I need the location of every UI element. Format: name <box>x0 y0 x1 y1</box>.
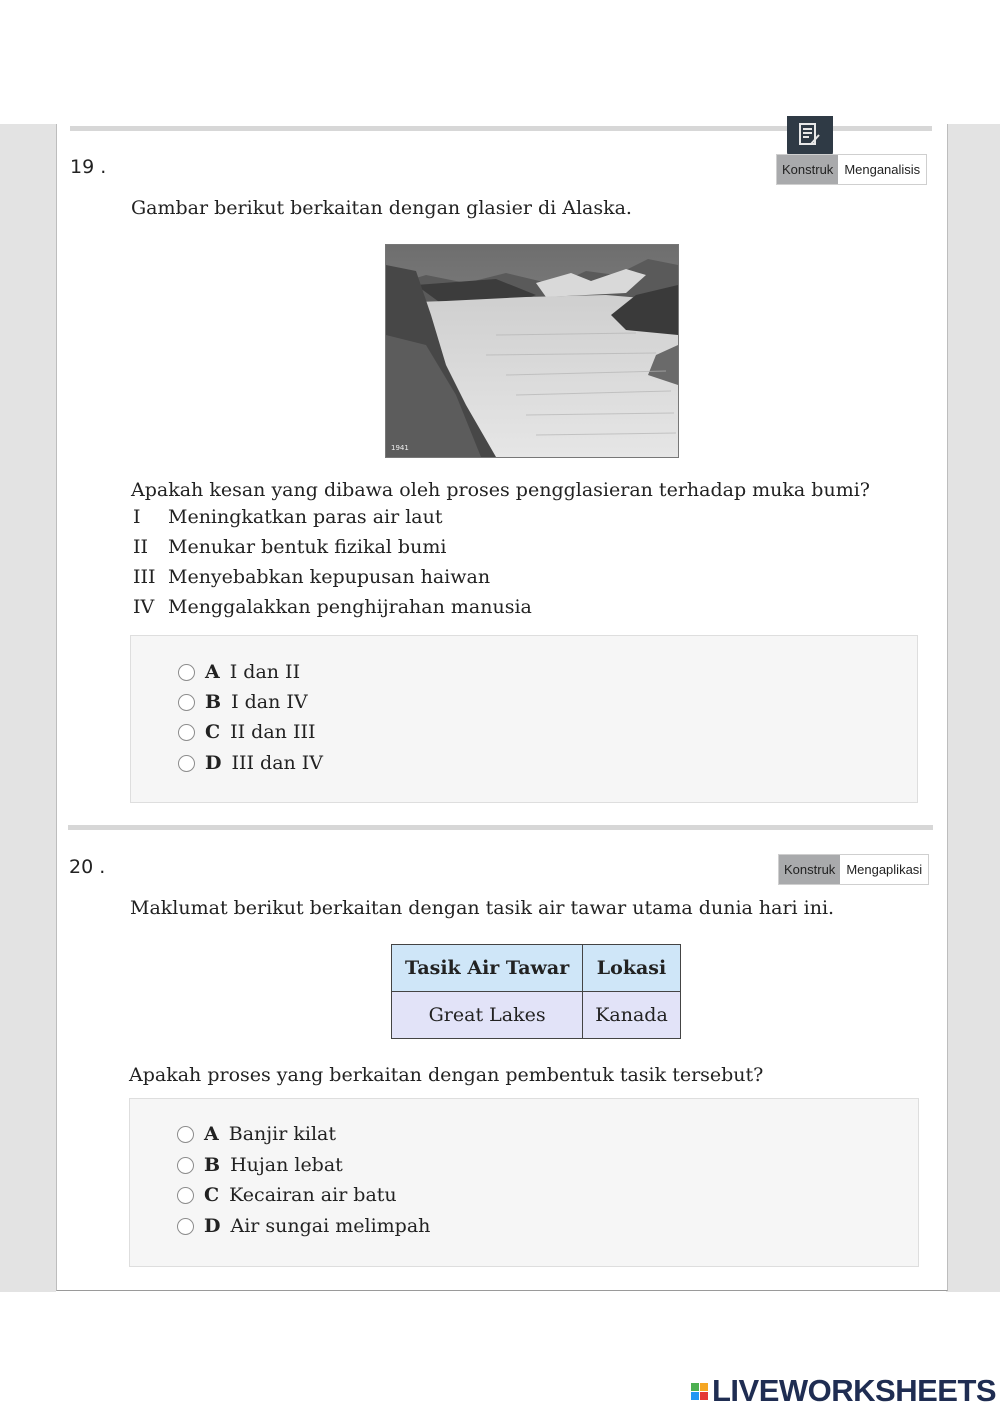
photo-year-label: 1941 <box>391 444 409 452</box>
statement-number: IV <box>133 596 155 618</box>
option-text: I dan II <box>229 661 301 683</box>
radio-button-icon[interactable] <box>178 694 195 711</box>
option-letter: A <box>204 1123 219 1145</box>
option-text: Hujan lebat <box>230 1154 343 1176</box>
question-tags <box>778 854 929 885</box>
question-number: 20 . <box>69 856 106 878</box>
option-d[interactable] <box>177 1215 430 1237</box>
logo-square <box>691 1383 699 1391</box>
option-text: III dan IV <box>231 752 324 774</box>
question-number: 19 . <box>70 156 107 178</box>
option-a[interactable] <box>178 661 300 683</box>
radio-button-icon[interactable] <box>177 1218 194 1235</box>
radio-button-icon[interactable] <box>177 1157 194 1174</box>
statement-item <box>133 596 532 618</box>
statement-number: I <box>133 506 141 528</box>
radio-button-icon[interactable] <box>178 724 195 741</box>
option-c[interactable] <box>178 721 315 743</box>
radio-button-icon[interactable] <box>178 755 195 772</box>
statement-number: III <box>133 566 156 588</box>
option-text: Kecairan air batu <box>229 1184 397 1206</box>
option-text: I dan IV <box>231 691 308 713</box>
statement-text: Menukar bentuk fizikal bumi <box>168 536 447 558</box>
radio-button-icon[interactable] <box>177 1187 194 1204</box>
statement-text: Meningkatkan paras air laut <box>168 506 443 528</box>
logo-grid-icon <box>691 1383 708 1400</box>
statement-item <box>133 536 446 558</box>
question-divider <box>68 825 933 830</box>
radio-button-icon[interactable] <box>177 1126 194 1143</box>
question-tags <box>776 154 927 185</box>
glacier-photo <box>385 244 679 458</box>
liveworksheets-logo[interactable] <box>691 1373 996 1409</box>
table-row <box>392 992 681 1039</box>
logo-square <box>700 1383 708 1391</box>
statement-number: II <box>133 536 149 558</box>
question-intro: Maklumat berikut berkaitan dengan tasik air tawar utama dunia hari ini. <box>130 897 835 919</box>
option-letter: C <box>205 721 221 743</box>
option-letter: B <box>204 1154 221 1176</box>
table-cell: Kanada <box>583 992 681 1039</box>
question-prompt: Apakah kesan yang dibawa oleh proses pengglasieran terhadap muka bumi? <box>131 479 870 501</box>
option-d[interactable] <box>178 752 323 774</box>
option-letter: D <box>204 1215 221 1237</box>
tag-type: Konstruk <box>779 855 840 884</box>
question-intro: Gambar berikut berkaitan dengan glasier di Alaska. <box>131 197 632 219</box>
option-letter: B <box>205 691 222 713</box>
statement-item <box>133 506 443 528</box>
statement-item <box>133 566 490 588</box>
left-margin <box>0 124 56 1292</box>
table-header: Tasik Air Tawar <box>392 945 583 992</box>
question-prompt: Apakah proses yang berkaitan dengan pembentuk tasik tersebut? <box>129 1064 764 1086</box>
option-letter: A <box>205 661 220 683</box>
radio-button-icon[interactable] <box>178 664 195 681</box>
statement-text: Menggalakkan penghijrahan manusia <box>168 596 532 618</box>
option-b[interactable] <box>178 691 308 713</box>
option-a[interactable] <box>177 1123 336 1145</box>
table-header: Lokasi <box>583 945 681 992</box>
table-cell: Great Lakes <box>392 992 583 1039</box>
option-letter: D <box>205 752 222 774</box>
option-c[interactable] <box>177 1184 397 1206</box>
tag-type: Konstruk <box>777 155 838 184</box>
logo-square <box>691 1392 699 1400</box>
statement-text: Menyebabkan kepupusan haiwan <box>168 566 491 588</box>
table-header-row <box>392 945 681 992</box>
logo-square <box>700 1392 708 1400</box>
lake-info-table <box>391 944 681 1039</box>
option-text: II dan III <box>230 721 316 743</box>
option-letter: C <box>204 1184 220 1206</box>
tag-level: Mengaplikasi <box>840 855 928 884</box>
brand-name: LIVEWORKSHEETS <box>712 1373 997 1408</box>
option-text: Banjir kilat <box>228 1123 336 1145</box>
document-edit-icon[interactable] <box>787 116 833 158</box>
tag-level: Menganalisis <box>838 155 926 184</box>
right-margin <box>946 124 1000 1292</box>
option-text: Air sungai melimpah <box>230 1215 431 1237</box>
option-b[interactable] <box>177 1154 343 1176</box>
